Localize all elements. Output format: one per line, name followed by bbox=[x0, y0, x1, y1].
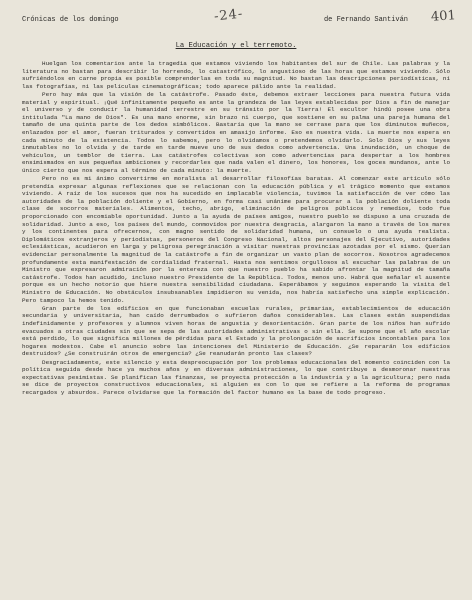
paragraph: Pero hay más que la visión de la catástrofe. Pasado éste, debemos extraer lecciones para nuestra futura vida material y espiritual. ¡Qué infinitamente pequeño es ante la grandeza de las leyes establecidas por Dios a fin de manejar el universo y de conducir la humanidad terrestre en su tránsito por la Tierra! El escultor hindú posee una obra intitulada "La mano de Dios". Es una mano enorme, sin brazo ni cuerpo, que sostiene en su palma una pareja humana del tamaño de una quinta parte de los dedos simbólicos. Bastaría que la mano se cerrase para que los diminutos muñecos, enlazados por el amor, fueran triturados y convertidos en amasijo informe. Eso es nuestra vida. La muerte nos espera en cada minuto de la existencia. Todos lo sabemos, pero lo olvidamos o pretendemos olvidarlo. Solo Dios y sus leyes inmutables no lo olvida y de tarde en tarde mueve uno de sus dedos como advertencia. Una inundación, un choque de vehículos, un temblor de tierra. Las catástrofes colectivas son como advertencias para despertar a los hombres ensimismados en sus pequeñas ambiciones y recordarles que nada valen el dinero, los honores, los goces mundanos, ante lo único cierto que nos espera al término de cada minuto: la muerte. bbox=[22, 90, 450, 174]
handwritten-page-number: -24- bbox=[213, 6, 245, 25]
paragraph: Pero no es mi ánimo convertirme en moralista al desarrollar filosofías baratas. Al comenzar este artículo sólo pretendía expresar algunas reflexiones que se relacionan con la educación pública y el trágico momento que estamos viviendo. A raíz de los sucesos que nos ha sucedido en implacable violencia, tuvimos la satisfacción de ver cómo las autoridades de la población doliente y el Gobierno, en forma casi unánime para procurar a la población doliente toda clase de socorros materiales. Alimentos, techo, abrigo, eliminación de peligros públicos y remedios, todo fue proporcionado con encomiable oportunidad. Junto a la ayuda de países amigos, nuestro pueblo se dispuso a una cruzada de solidaridad. Junto a eso, los países del mundo, conmovidos por nuestra desgracia, alargaron la mano a través de los mares y los continentes para ofrecernos, con magno sentido de solidaridad humana, un consuelo o una ayuda realista. Diplomáticos extranjeros y periodistas, personeros del Congreso Nacional, altos personajes del Ejecutivo, autoridades eclesiásticas, acudieron en larga y peligrosa peregrinación a visitar nuestras provincias azotadas por el sismo. Querían evidenciar personalmente la magnitud de la catástrofe a fin de organizar un vasto plan de socorros. Nosotros agradecemos profundamente esta manifestación de cordialidad fraternal. Hasta nos sentimos orgullosos al escuchar las palabras de un Ministro que expresaron admiración por la entereza con que nuestro pueblo ha sabido afrontar la magnitud de tamaña catástrofe. Todos han acudido, incluso nuestro Presidente de la República. Todos, menos uno. Habrá que señalar el ausente porque es un hecho notorio que hiere nuestra sensibilidad ciudadana. Esperábamos y seguimos esperando la visita del Ministro de Educación. No obstáculos insubsanables impidieron su venida, nos habría satisfecho una simple explicación. Pero tampoco la hemos tenido. bbox=[22, 175, 450, 304]
article-title-line bbox=[0, 42, 472, 50]
article-title: La Educación y el terremoto. bbox=[175, 42, 297, 50]
paragraph: Desgraciadamente, este silencio y esta despreocupación por los problemas educacionales del momento coinciden con la política seguida desde hace ya muchos años y en diversas administraciones, lo que contribuye a desmoronar nuestras expectativas pesimistas. Se planifican las finanzas, se proyecta protección a la industria y a la agricultura; pero nada se dice de proyectos constructivos educacionales, si alguien es con lo que se refiere a la reforma de programas recargados y absurdos. Parece olvidarse que la formación del factor humano es la base de todo progreso. bbox=[22, 358, 450, 396]
series-title: Crónicas de los domingo bbox=[22, 16, 119, 24]
article-body bbox=[22, 60, 450, 594]
paragraph: Huelgan los comentarios ante la tragedia que estamos viviendo los habitantes del sur de Chile. Las palabras y la literatura no bastan para describir lo horrendo, lo catastrófico, lo angustioso de las horas que estamos viviendo. Sólo sufriéndolos en carne propia es posible comprenderlas en toda su magnitud. No bastan las descripciones periodísticas, ni las fotografías, ni las películas cinematográficas; todo aparece pálido ante la realidad. bbox=[22, 60, 450, 90]
paragraph: Gran parte de los edificios en que funcionaban escuelas rurales, primarias, establecimientos de educación secundaria y universitaria, han caído derrumbados o sufrieron daños considerables. Las clases están suspendidas indefinidamente y profesores y alumnos viven horas de angustia y desorientación. Gran parte de los niños han sufrido evacuados a otras ciudades sin que se sepa de las autoridades administrativas o sin ella. Se supone que el año escolar está perdido, lo que significa millones de pérdidas para el Estado y la prolongación de sacrificios incontables para los hogares modestos. Cabe el anuncio sobre las intenciones del Ministerio de Educación. ¿Se repararán los edificios destruidos? ¿Se construirán otros de emergencia? ¿Se reanudarán pronto las clases? bbox=[22, 304, 450, 358]
handwritten-folio-number: 401 bbox=[430, 8, 457, 25]
author-line: de Fernando Santiván bbox=[323, 16, 408, 24]
